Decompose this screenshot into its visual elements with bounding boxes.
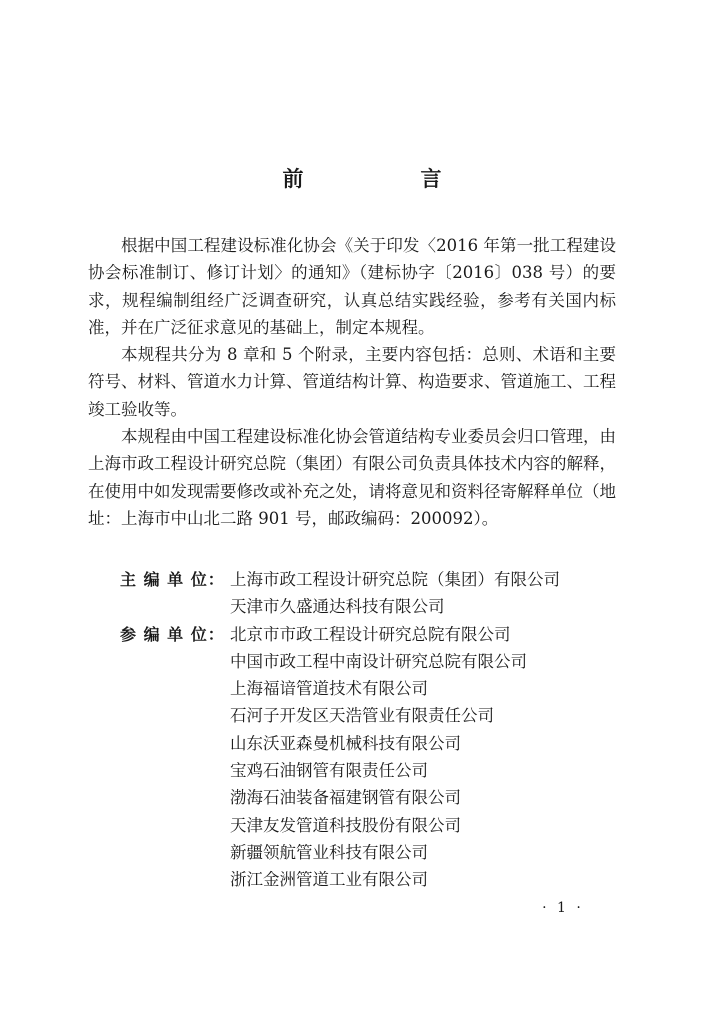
paragraph-management: 本规程由中国工程建设标准化协会管道结构专业委员会归口管理，由上海市政工程设计研究总院（集团）有限公司负责具体技术内容的解释，在使用中如发现需要修改或补充之处，请将意见和资料径寄解释单位（地址：上海市中山北二路 901 号，邮政编码：200092）。 <box>88 427 616 528</box>
paragraph-basis: 根据中国工程建设标准化协会《关于印发〈2016 年第一批工程建设协会标准制订、修订计划〉的通知》（建标协字〔2016〕038 号）的要求，规程编制组经广泛调查研究，认真总结实践经验，参考有关国内标准，并在广泛征求意见的基础上，制定本规程。 <box>88 236 616 337</box>
participating-unit-item: 石河子开发区天浩管业有限责任公司 <box>230 706 494 726</box>
participating-unit-item: 宝鸡石油钢管有限责任公司 <box>230 761 428 781</box>
chief-units-label: 主 编 单 位： <box>120 570 225 589</box>
drafting-units <box>120 566 620 894</box>
participating-units-group <box>120 621 620 894</box>
page-title: 前 言 <box>282 167 490 192</box>
paragraph-contents: 本规程共分为 8 章和 5 个附录，主要内容包括：总则、术语和主要符号、材料、管道水力计算、管道结构计算、构造要求、管道施工、工程竣工验收等。 <box>88 345 616 419</box>
participating-unit-item: 北京市市政工程设计研究总院有限公司 <box>230 624 511 644</box>
chief-units-list <box>230 566 560 621</box>
chief-units-group <box>120 566 620 621</box>
participating-units-label: 参 编 单 位： <box>120 624 225 644</box>
participating-unit-item: 天津友发管道科技股份有限公司 <box>230 815 461 835</box>
participating-units-list <box>230 621 527 894</box>
page-number: · 1 · <box>542 900 584 916</box>
chief-unit-item: 上海市政工程设计研究总院（集团）有限公司 <box>230 570 560 589</box>
participating-unit-item: 中国市政工程中南设计研究总院有限公司 <box>230 651 527 671</box>
participating-unit-item: 上海福谙管道技术有限公司 <box>230 679 428 699</box>
participating-unit-item: 山东沃亚森曼机械科技有限公司 <box>230 733 461 753</box>
chief-unit-item: 天津市久盛通达科技有限公司 <box>230 597 445 617</box>
participating-unit-item: 浙江金洲管道工业有限公司 <box>230 870 428 890</box>
preface-body <box>88 232 616 532</box>
participating-unit-item: 新疆领航管业科技有限公司 <box>230 842 428 862</box>
participating-unit-item: 渤海石油装备福建钢管有限公司 <box>230 788 461 808</box>
